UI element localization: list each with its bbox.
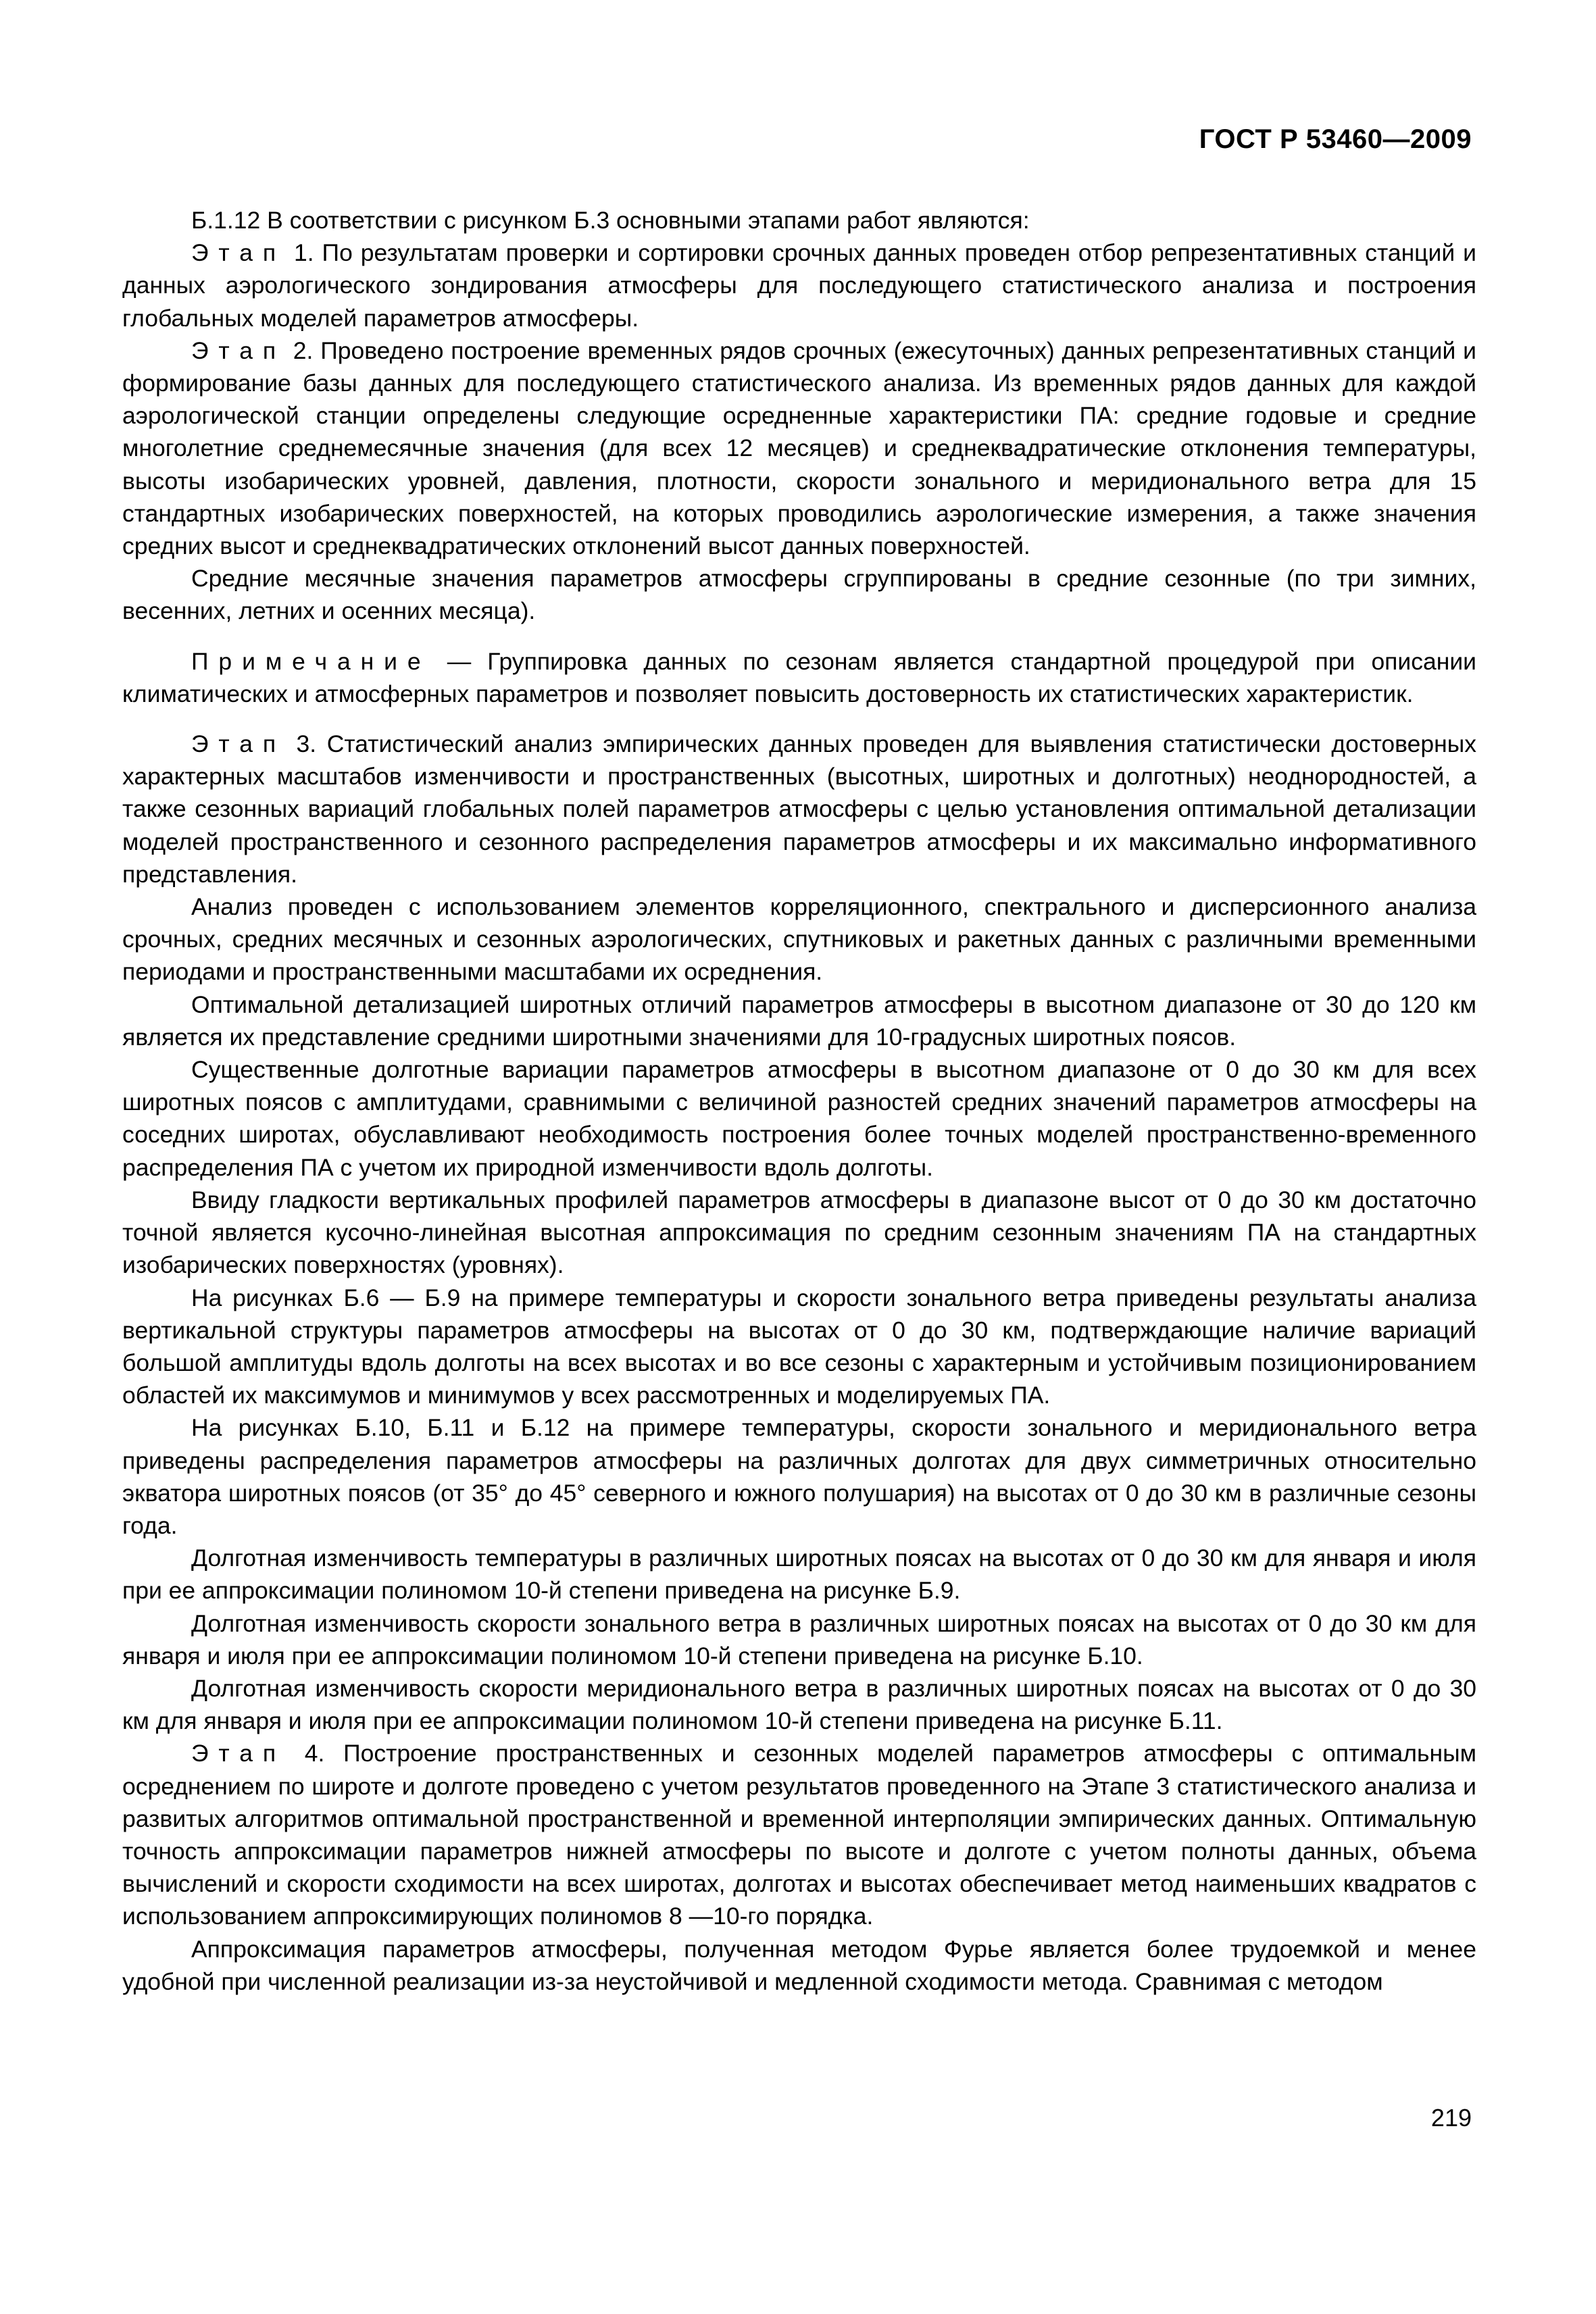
paragraph [122, 890, 1476, 988]
paragraph-text: Б.1.12 В соответствии с рисунком Б.3 основными этапами работ являются: [191, 207, 1030, 234]
paragraph-text: На рисунках Б.6 — Б.9 на примере температуры и скорости зонального ветра приведены результаты анализа вертикальной структуры параметров атмосферы на высотах от 0 до 30 км, подтверждающие наличие вариаций большой амплитуды вдоль долготы на всех высотах и во все сезоны с характерным и устойчивым позиционированием областей их максимумов и минимумов у всех рассмотренных и моделируемых ПА. [122, 1284, 1476, 1409]
page-number: 219 [1430, 2104, 1472, 2132]
paragraph-text: Аппроксимация параметров атмосферы, полученная методом Фурье является более трудоемкой и менее удобной при численной реализации из-за неустойчивой и медленной сходимости метода. Сравнимая с методом [122, 1935, 1476, 1995]
paragraph-text: 3. Статистический анализ эмпирических данных проведен для выявления статистически достоверных характерных масштабов изменчивости и пространственных (высотных, широтных и долготных) неоднородностей, а также сезонных вариаций глобальных полей параметров атмосферы с целью установления оптимальной детализации моделей пространственного и сезонного распределения параметров атмосферы и их максимально информативного представления. [122, 730, 1476, 888]
paragraph [122, 562, 1476, 627]
paragraph-stage-4 [122, 1737, 1476, 1932]
paragraph [122, 1184, 1476, 1282]
note-text: — Группировка данных по сезонам является стандартной процедурой при описании климатических и атмосферных параметров и позволяет повысить достоверность их статистических характеристик. [122, 647, 1476, 707]
paragraph [122, 1607, 1476, 1672]
paragraph-text: Оптимальной детализацией широтных отличий параметров атмосферы в высотном диапазоне от 30 до 120 км является их представление средними широтными значениями для 10-градусных широтных поясов. [122, 990, 1476, 1051]
paragraph-lead: Этап [191, 336, 286, 364]
paragraph [122, 988, 1476, 1053]
paragraph-stage-1 [122, 236, 1476, 334]
paragraph-text: Долготная изменчивость скорости меридионального ветра в различных широтных поясах на высотах от 0 до 30 км для января и июля при ее аппроксимации полиномом 10-й степени приведена на рисунке Б.11. [122, 1674, 1476, 1735]
paragraph [122, 1282, 1476, 1412]
note-lead: Примечание [191, 647, 431, 675]
paragraph-stage-2 [122, 334, 1476, 562]
paragraph-text: Средние месячные значения параметров атмосферы сгруппированы в средние сезонные (по три зимних, весенних, летних и осенних месяца). [122, 565, 1476, 625]
paragraph-text: 4. Построение пространственных и сезонных моделей параметров атмосферы с оптимальным осреднением по широте и долготе проведено с учетом результатов проведенного на Этапе 3 статистического анализа и развитых алгоритмов оптимальной пространственной и временной интерполяции эмпирических данных. Оптимальную точность аппроксимации параметров нижней атмосферы по высоте и долготе с учетом полноты данных, объема вычислений и скорости сходимости на всех широтах, долготах и высотах обеспечивает метод наименьших квадратов с использованием аппроксимирующих полиномов 8 —10-го порядка. [122, 1740, 1476, 1930]
paragraph-text: Анализ проведен с использованием элементов корреляционного, спектрального и дисперсионного анализа срочных, средних месячных и сезонных аэрологических, спутниковых и ракетных данных с различными временными периодами и пространственными масштабами их осреднения. [122, 893, 1476, 986]
paragraph [122, 1053, 1476, 1184]
standard-code: ГОСТ Р 53460—2009 [1199, 124, 1472, 154]
paragraph-stage-3 [122, 728, 1476, 890]
paragraph-lead: Этап [191, 1740, 286, 1767]
document-header [1199, 124, 1472, 155]
paragraph [122, 1672, 1476, 1737]
document-body [122, 204, 1476, 1998]
paragraph-text: 1. По результатам проверки и сортировки срочных данных проведен отбор репрезентативных станций и данных аэрологического зондирования атмосферы для последующего статистического анализа и построения глобальных моделей параметров атмосферы. [122, 239, 1476, 332]
paragraph [122, 1411, 1476, 1542]
paragraph [122, 1933, 1476, 1998]
paragraph-text: Долготная изменчивость температуры в различных широтных поясах на высотах от 0 до 30 км для января и июля при ее аппроксимации полиномом 10-й степени приведена на рисунке Б.9. [122, 1544, 1476, 1605]
paragraph-text: На рисунках Б.10, Б.11 и Б.12 на примере температуры, скорости зонального и меридионального ветра приведены распределения параметров атмосферы на различных долготах для двух симметричных относительно экватора широтных поясов (от 35° до 45° северного и южного полушария) на высотах от 0 до 30 км в различные сезоны года. [122, 1414, 1476, 1539]
paragraph-text: Долготная изменчивость скорости зонального ветра в различных широтных поясах на высотах от 0 до 30 км для января и июля при ее аппроксимации полиномом 10-й степени приведена на рисунке Б.10. [122, 1609, 1476, 1669]
paragraph-lead: Этап [191, 730, 286, 758]
paragraph [122, 204, 1476, 236]
paragraph [122, 1542, 1476, 1607]
paragraph-text: Существенные долготные вариации параметров атмосферы в высотном диапазоне от 0 до 30 км для всех широтных поясов с амплитудами, сравнимыми с величиной разностей средних значений параметров атмосферы на соседних широтах, обуславливают необходимость построения более точных моделей пространственно-временного распределения ПА с учетом их природной изменчивости вдоль долготы. [122, 1056, 1476, 1181]
paragraph-text: 2. Проведено построение временных рядов срочных (ежесуточных) данных репрезентативных станций и формирование базы данных для последующего статистического анализа. Из временных рядов данных для каждой аэрологической станции определены следующие осредненные характеристики ПА: средние годовые и средние многолетние среднемесячные значения (для всех 12 месяцев) и среднеквадратические отклонения температуры, высоты изобарических уровней, давления, плотности, скорости зонального и меридионального ветра для 15 стандартных изобарических поверхностей, на которых проводились аэрологические измерения, а также значения средних высот и среднеквадратических отклонений высот данных поверхностей. [122, 336, 1476, 560]
paragraph-text: Ввиду гладкости вертикальных профилей параметров атмосферы в диапазоне высот от 0 до 30 км достаточно точной является кусочно-линейная высотная аппроксимация по средним сезонным значениям ПА на стандартных изобарических поверхностях (уровнях). [122, 1186, 1476, 1279]
paragraph-lead: Этап [191, 239, 286, 267]
note-paragraph [122, 645, 1476, 710]
